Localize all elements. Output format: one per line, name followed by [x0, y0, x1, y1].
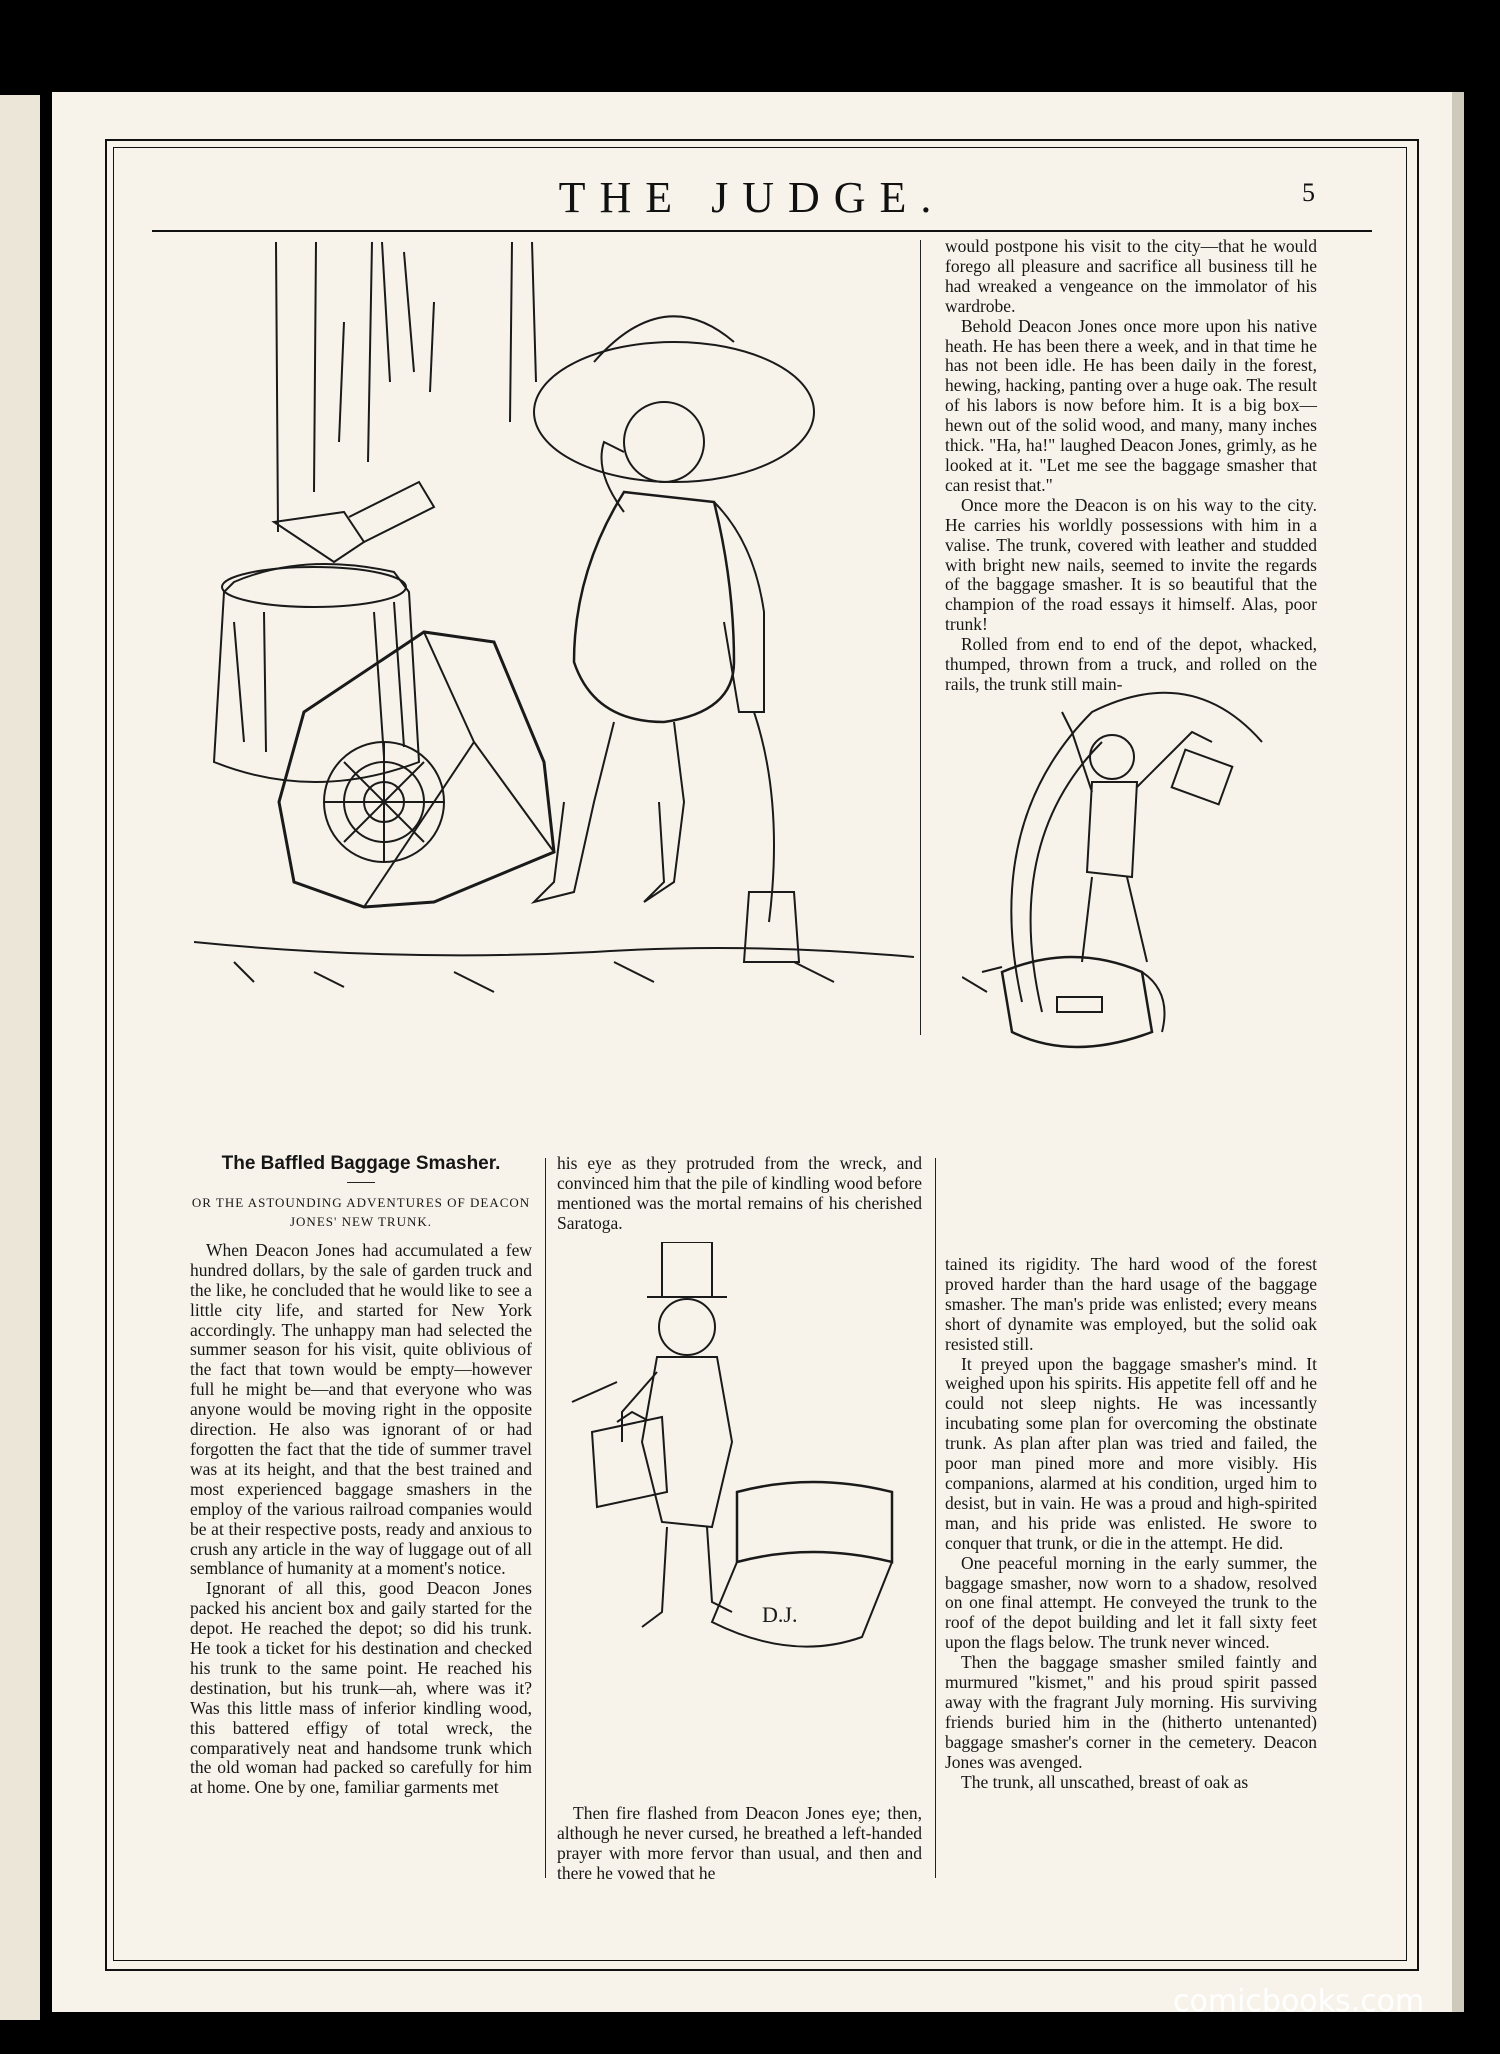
- paragraph: tained its rigidity. The hard wood of the forest proved harder than the hard usage of the baggage smasher. The man's pride was enlisted; every means short of dynamite was employed, but the solid oak resisted still.: [945, 1254, 1317, 1354]
- deacon-with-oak-block-illustration: [194, 242, 914, 1042]
- paragraph: The trunk, all unscathed, breast of oak as: [961, 1771, 1249, 1792]
- paragraph: Rolled from end to end of the depot, whacked, thumped, thrown from a truck, and rolled on the rails, the trunk still main-: [945, 634, 1317, 694]
- column-divider-right: [935, 1158, 936, 1878]
- article-column-1: [190, 1154, 532, 1798]
- article-column-2-caption: [557, 1804, 922, 1884]
- paragraph: When Deacon Jones had accumulated a few hundred dollars, by the sale of garden truck and the like, he concluded that he would like to see a little city life, and started for New York accordingly. The unhappy man had selected the summer season for his visit, quite oblivious of the fact that town would be empty—however full he might be—and that everyone who was anyone would be moving right in the opposite direction. He also was ignorant of or had forgotten the fact that the tide of summer travel was at its height, and that the best trained and most experienced baggage smashers in the employ of the various railroad companies would be at their respective posts, ready and anxious to crush any article in the way of luggage out of all semblance of humanity at a moment's notice.: [190, 1239, 532, 1579]
- article-column-2: [557, 1154, 922, 1234]
- paragraph: Ignorant of all this, good Deacon Jones packed his ancient box and gaily started for the depot. He reached the depot; so did his trunk. He took a ticket for his destination and checked his trunk to the same point. He reached his destination, but his trunk—ah, where was it? Was this little mass of inferior kindling wood, this battered effigy of total wreck, the comparatively neat and handsome trunk which the old woman had packed so carefully for him at home. One by one, familiar garments met: [190, 1578, 532, 1798]
- article-column-3-bottom: [945, 1255, 1317, 1792]
- column-divider-left: [545, 1158, 546, 1878]
- page-stack-edge: [1452, 92, 1464, 2012]
- page-number: 5: [1302, 178, 1315, 207]
- facing-page-edge: [0, 95, 40, 2020]
- article-subtitle: OR THE ASTOUNDING ADVENTURES OF DEACON JONES' NEW TRUNK.: [191, 1194, 531, 1229]
- paragraph: It preyed upon the baggage smasher's mind. It weighed upon his spirits. His appetite fell off and he could not sleep nights. He was incessantly incubating some plan for overcoming the obstinate trunk. As plan after plan was tried and failed, the poor man pined more and more visibly. His companions, alarmed at his condition, urged him to desist, but in vain. He was a proud and high-spirited man, and his pride was enlisted. He swore to conquer that trunk, or die in the attempt. He did.: [945, 1353, 1317, 1553]
- paragraph: his eye as they protruded from the wreck, and convinced him that the pile of kindling wood before mentioned was the mortal remains of his cherished Saratoga.: [557, 1153, 922, 1233]
- watermark: comicbooks.com: [1173, 1984, 1425, 2019]
- article-title: The Baffled Baggage Smasher.: [221, 1153, 501, 1174]
- paragraph: Once more the Deacon is on his way to the city. He carries his worldly possessions with him in a valise. The trunk, covered with leather and studded with bright new nails, seemed to invite the regards of the baggage smasher. It is so beautiful that the champion of the road essays it himself. Alas, poor trunk!: [945, 494, 1317, 635]
- masthead-rule: [152, 230, 1372, 232]
- masthead-title: THE JUDGE.: [558, 173, 946, 222]
- column-divider-top: [920, 240, 921, 1035]
- paragraph: One peaceful morning in the early summer, the baggage smasher, now worn to a shadow, resolved on one final attempt. He conveyed the trunk to the roof of the depot building and let it fall sixty feet upon the flags below. The trunk never winced.: [945, 1552, 1317, 1653]
- paragraph: Behold Deacon Jones once more upon his native heath. He has been there a week, and in that time he has not been idle. He has been daily in the forest, hewing, hacking, panting over a huge oak. The result of his labors is now before him. It is a big box—hewn out of the solid wood, and many, many inches thick. "Ha, ha!" laughed Deacon Jones, grimly, as he looked at it. "Let me see the baggage smasher that can resist that.": [945, 315, 1317, 495]
- title-rule: [347, 1182, 375, 1183]
- baggage-smasher-mallet-illustration: [962, 672, 1322, 1072]
- magazine-page: [52, 92, 1452, 2012]
- deacon-with-trunk-illustration: [562, 1242, 922, 1692]
- article-column-3-top: [945, 237, 1317, 695]
- paragraph: Then fire flashed from Deacon Jones eye; then, although he never cursed, he breathed a left-handed prayer with more fervor than usual, and then and there he vowed that he: [557, 1803, 922, 1883]
- trunk-lettering: D.J.: [762, 1602, 798, 1627]
- paragraph: would postpone his visit to the city—that he would forego all pleasure and sacrifice all business till he had wreaked a vengeance on the immolator of his wardrobe.: [945, 236, 1317, 316]
- paragraph: Then the baggage smasher smiled faintly and murmured "kismet," and his proud spirit passed away with the fragrant July morning. His surviving friends buried him in the (hitherto untenanted) baggage smasher's corner in the cemetery. Deacon Jones was avenged.: [945, 1652, 1317, 1772]
